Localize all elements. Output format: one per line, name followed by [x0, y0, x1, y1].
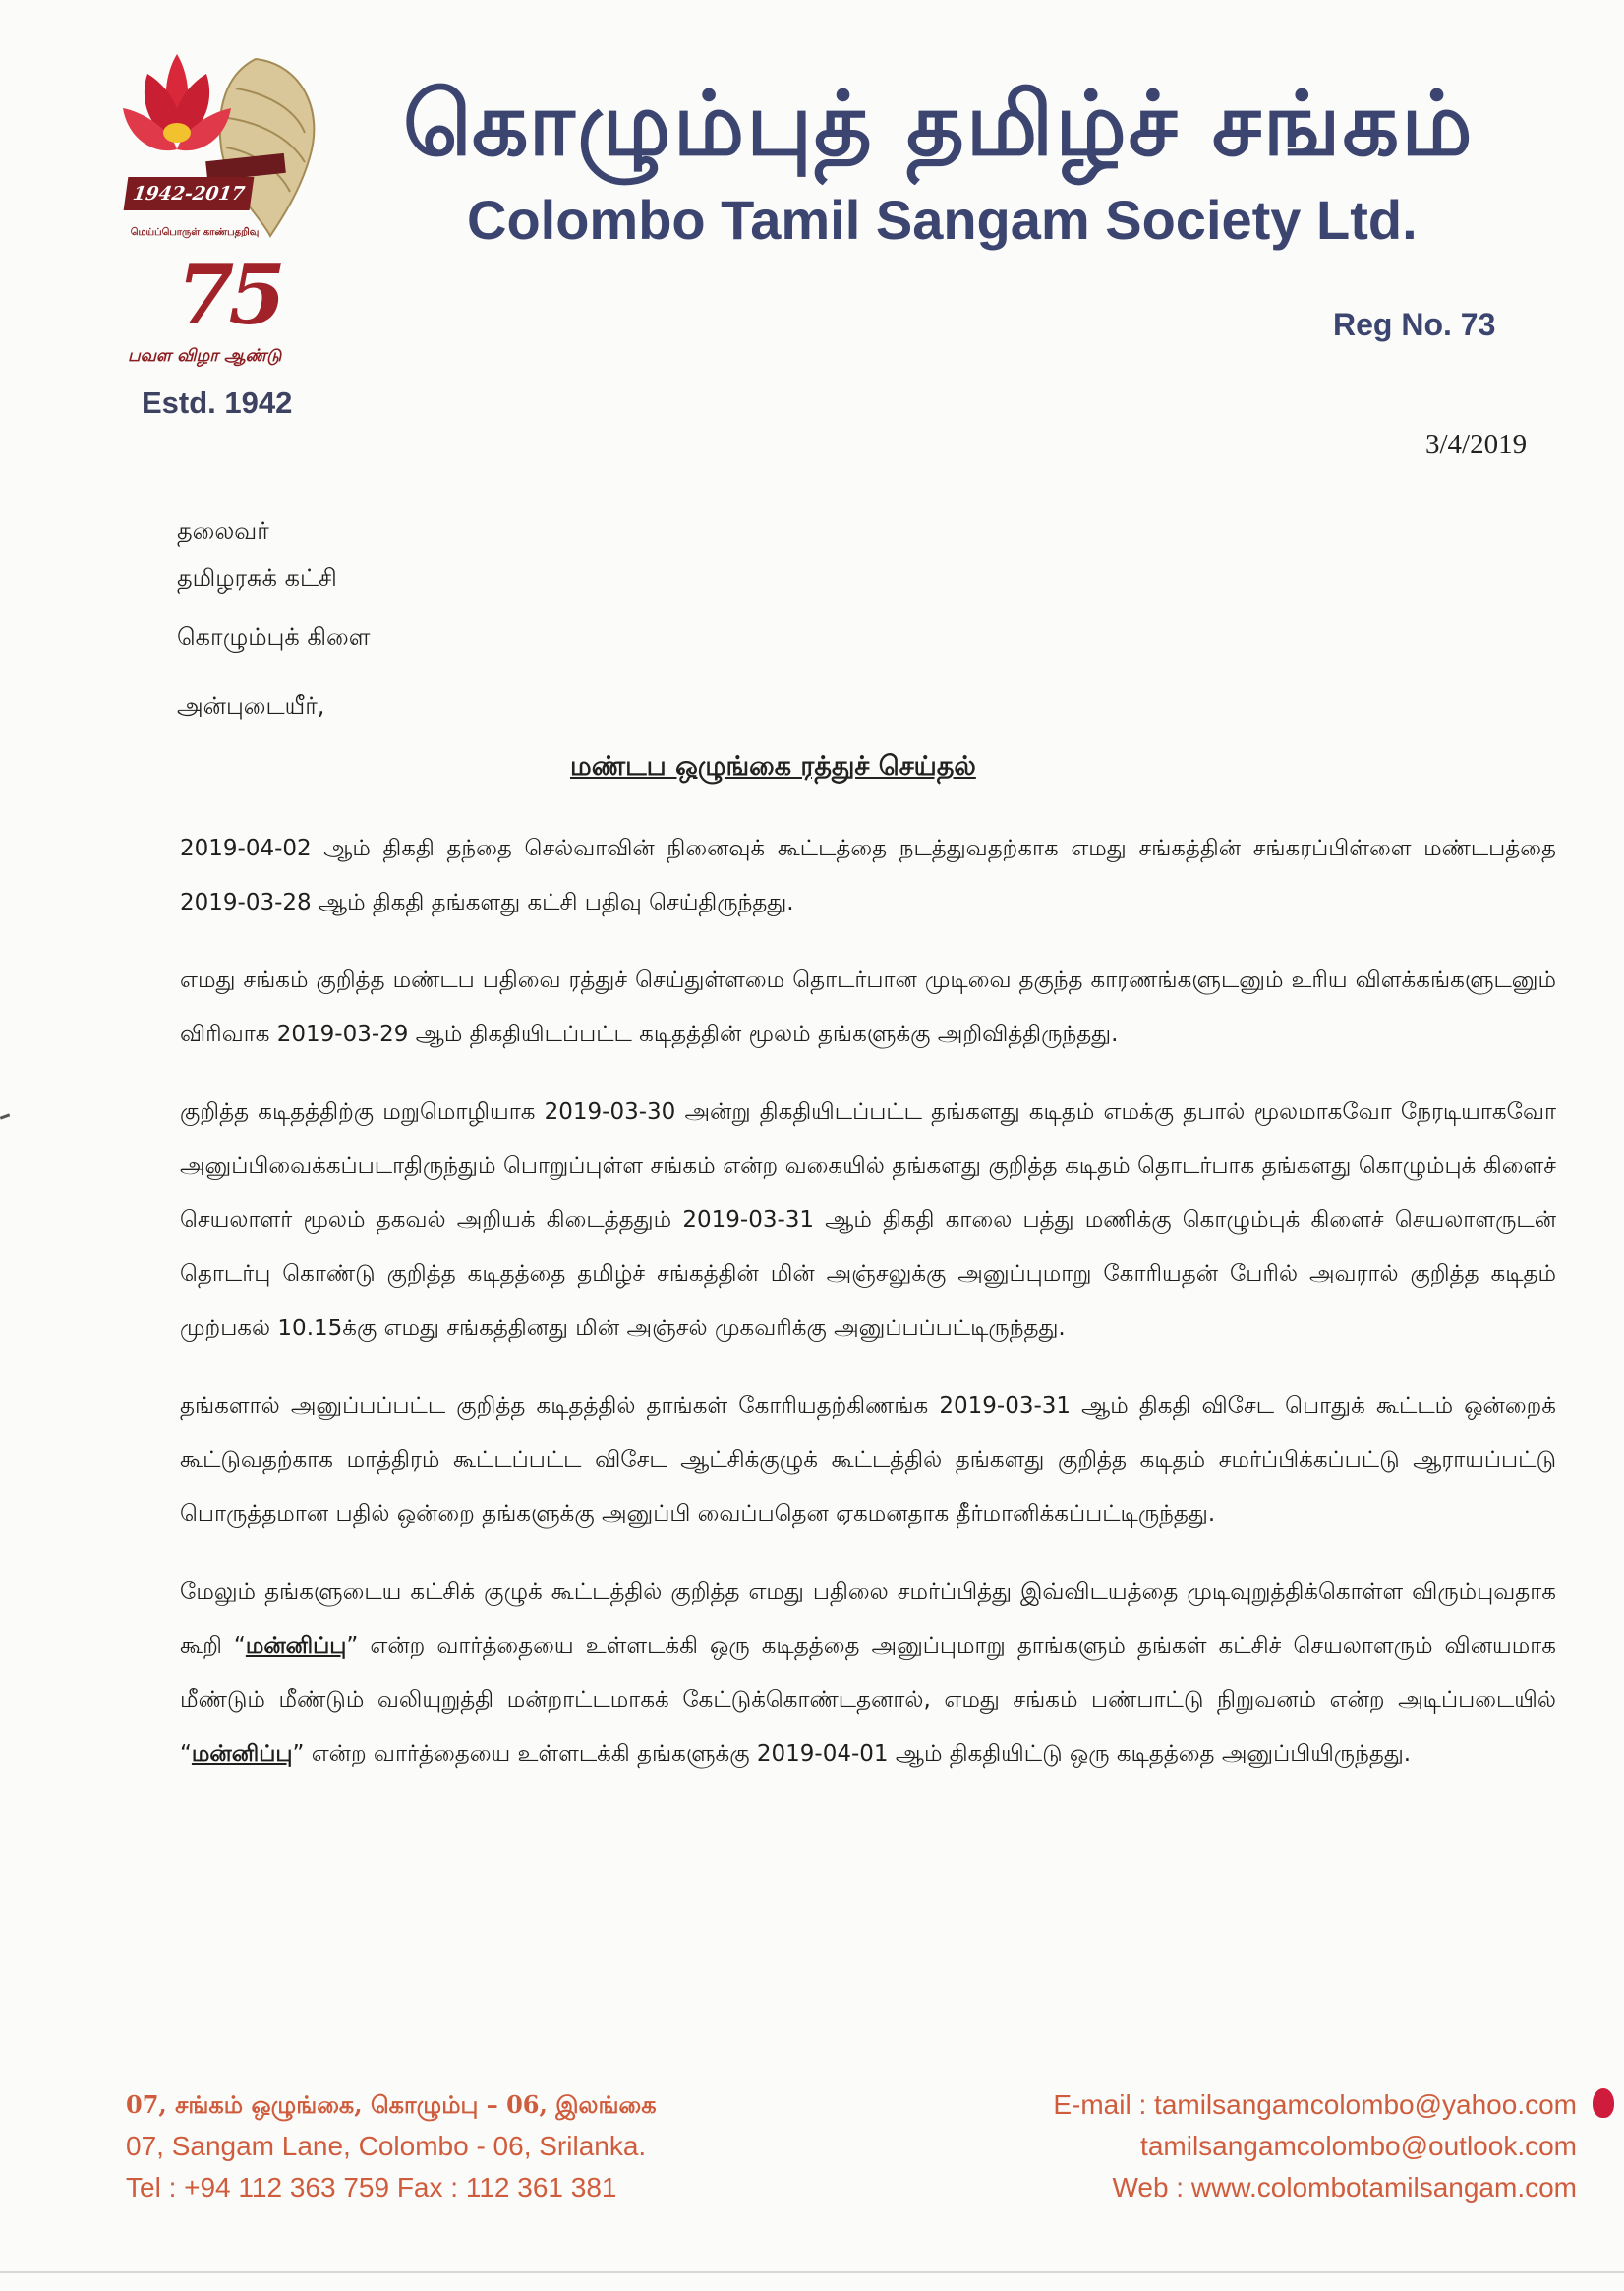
paragraph-5 [180, 1565, 1556, 1782]
page-bottom-line [0, 2271, 1624, 2273]
paragraph-5-part-b: ” என்ற வார்த்தையை உள்ளடக்கி ஒரு கடிதத்தை அனுப்புமாறு தாங்களும் தங்கள் கட்சிச் செயலாளரும் வினயமாக மீண்டும் மீண்டும் வலியுறுத்தி மன்றாட்டமாகக் கேட்டுக்கொண்டதனால், எமது சங்கம் பண்பாட்டு நிறுவனம் என்ற அடிப்படையில் “ [180, 1633, 1556, 1767]
letter-date: 3/4/2019 [1425, 429, 1528, 460]
paragraph-5-part-c: ” என்ற வார்த்தையை உள்ளடக்கி தங்களுக்கு 2019-04-01 ஆம் திகதியிட்டு ஒரு கடிதத்தை அனுப்பியிருந்தது. [292, 1741, 1412, 1767]
jubilee-text: பவள விழா ஆண்டு [128, 346, 282, 366]
letter-body [180, 822, 1556, 1805]
paragraph-5-part-a: மேலும் தங்களுடைய கட்சிக் குழுக் கூட்டத்தில் குறித்த எமது பதிலை சமர்ப்பித்து இவ்விடயத்தை முடிவுறுத்திக்கொள்ள விரும்புவதாக கூறி “ [180, 1579, 1556, 1659]
footer-address-tamil: 07, சங்கம் ஒழுங்கை, கொழும்பு – 06, இலங்கை [126, 2090, 657, 2119]
anniversary-number: 75 [177, 246, 280, 343]
highlight-word-2: மன்னிப்பு [191, 1741, 293, 1767]
addressee-title: தலைவர் [177, 517, 269, 545]
paragraph-4: தங்களால் அனுப்பப்பட்ட குறித்த கடிதத்தில் தாங்கள் கோரியதற்கிணங்க 2019-03-31 ஆம் திகதி விசேட பொதுக் கூட்டம் ஒன்றைக் கூட்டுவதற்காக மாத்திரம் கூட்டப்பட்ட விசேட ஆட்சிக்குழுக் கூட்டத்தில் தங்களது குறித்த கடிதம் சமர்ப்பிக்கப்பட்டு ஆராயப்பட்டு பொருத்தமான பதில் ஒன்றை தங்களுக்கு அனுப்பி வைப்பதென ஏகமனதாக தீர்மானிக்கப்பட்டிருந்தது. [180, 1393, 1556, 1527]
lotus-flower-icon [123, 54, 231, 150]
org-name-tamil: கொழும்புத் தமிழ்ச் சங்கம் [403, 73, 1475, 176]
paragraph-2: எமது சங்கம் குறித்த மண்டப பதிவை ரத்துச் செய்துள்ளமை தொடர்பான முடிவை தகுந்த காரணங்களுடனும் உரிய விளக்கங்களுடனும் விரிவாக 2019-03-29 ஆம் திகதியிடப்பட்ட கடிதத்தின் மூலம் தங்களுக்கு அறிவித்திருந்தது. [180, 968, 1556, 1047]
paragraph-1: 2019-04-02 ஆம் திகதி தந்தை செல்வாவின் நினைவுக் கூட்டத்தை நடத்துவதற்காக எமது சங்கத்தின் சங்கரப்பிள்ளை மண்டபத்தை 2019-03-28 ஆம் திகதி தங்களது கட்சி பதிவு செய்திருந்தது. [180, 836, 1556, 915]
footer-email-2: tamilsangamcolombo@outlook.com [1140, 2131, 1577, 2161]
salutation: அன்புடையீர், [177, 692, 325, 720]
addressee-party: தமிழரசுக் கட்சி [177, 564, 337, 592]
society-logo [108, 39, 354, 433]
red-mark-icon [1593, 2088, 1614, 2118]
highlight-word-1: மன்னிப்பு [245, 1633, 347, 1659]
footer-website: Web : www.colombotamilsangam.com [1112, 2172, 1577, 2203]
subject-heading: மண்டப ஒழுங்கை ரத்துச் செய்தல் [570, 751, 976, 782]
years-banner: 1942-2017 [124, 177, 255, 210]
paragraph-3: குறித்த கடிதத்திற்கு மறுமொழியாக 2019-03-30 அன்று திகதியிடப்பட்ட தங்களது கடிதம் எமக்கு தபால் மூலமாகவோ நேரடியாகவோ அனுப்பிவைக்கப்படாதிருந்தும் பொறுப்புள்ள சங்கம் என்ற வகையில் தங்களது குறித்த கடிதம் தொடர்பாக தங்களது கொழும்புக் கிளைச் செயலாளர் மூலம் தகவல் அறியக் கிடைத்ததும் 2019-03-31 ஆம் திகதி காலை பத்து மணிக்கு கொழும்புக் கிளைச் செயலாளருடன் தொடர்பு கொண்டு குறித்த கடிதத்தை தமிழ்ச் சங்கத்தின் மின் அஞ்சலுக்கு அனுப்புமாறு கோரியதன் பேரில் அவரால் குறித்த கடிதம் முற்பகல் 10.15க்கு எமது சங்கத்தினது மின் அஞ்சல் முகவரிக்கு அனுப்பப்பட்டிருந்தது. [180, 1099, 1556, 1341]
addressee-branch: கொழும்புக் கிளை [177, 623, 371, 651]
registration-number: Reg No. 73 [1333, 307, 1496, 342]
logo-motto: மெய்ப்பொருள் காண்பதறிவு [130, 227, 260, 238]
footer-contact [1053, 2085, 1577, 2208]
addressee-block [177, 507, 370, 661]
footer-email-1: E-mail : tamilsangamcolombo@yahoo.com [1053, 2089, 1577, 2120]
org-name-english: Colombo Tamil Sangam Society Ltd. [467, 189, 1418, 251]
margin-mark [0, 1113, 10, 1119]
footer-phone: Tel : +94 112 363 759 Fax : 112 361 381 [126, 2172, 617, 2203]
footer-address [126, 2085, 657, 2208]
footer-address-english: 07, Sangam Lane, Colombo - 06, Srilanka. [126, 2131, 647, 2161]
lotus-conch-emblem [108, 39, 354, 256]
established-year: Estd. 1942 [142, 385, 293, 420]
